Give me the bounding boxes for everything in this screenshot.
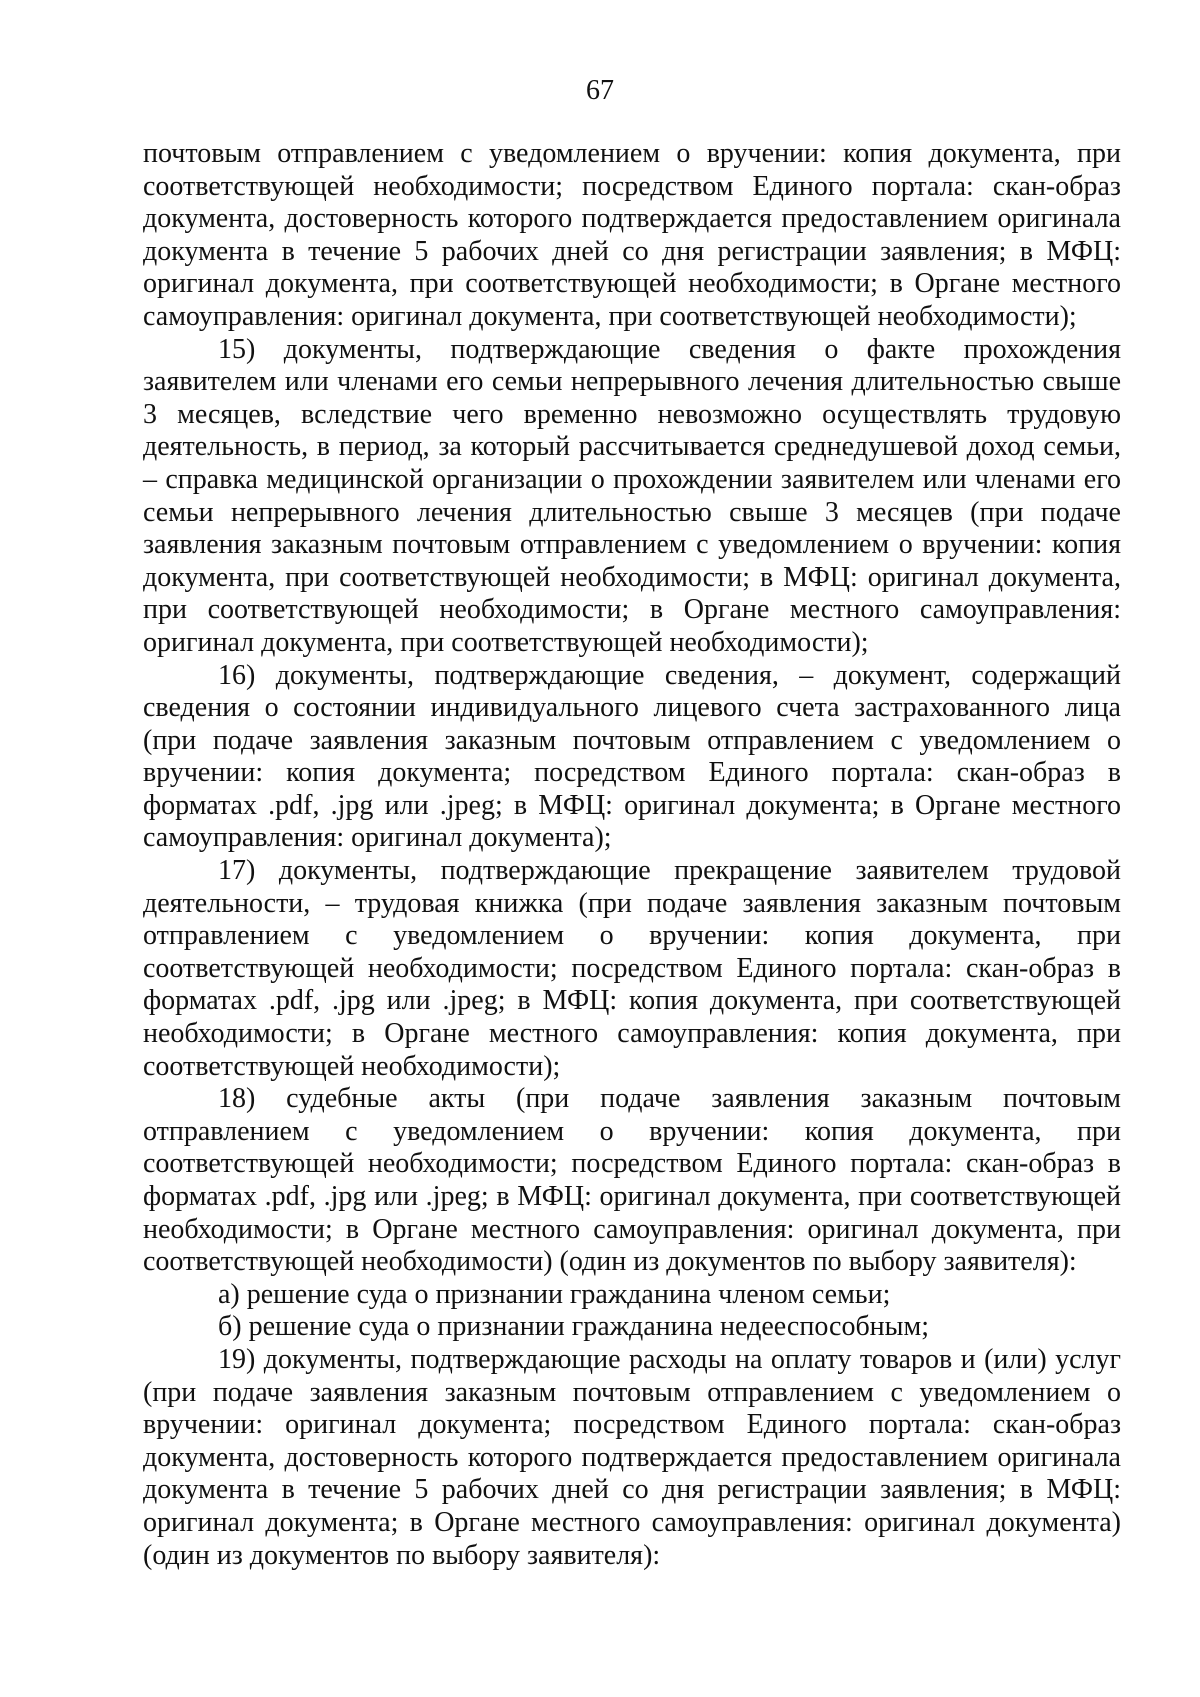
paragraph-continuation: почтовым отправлением с уведомлением о вручении: копия документа, при соответствующей необходимости; посредством Единого портала: скан-образ документа, достоверность которого подтверждается предоставлением оригинала документа в течение 5 рабочих дней со дня регистрации заявления; в МФЦ: оригинал документа, при соответствующей необходимости; в Органе местного самоуправления: оригинал документа, при соответствующей необходимости); bbox=[143, 138, 1121, 332]
paragraph-item-18b: б) решение суда о признании гражданина недееспособным; bbox=[218, 1311, 929, 1343]
paragraph-item-15: 15) документы, подтверждающие сведения о факте прохождения заявителем или членами его семьи непрерывного лечения длительностью свыше 3 месяцев, вследствие чего временно невозможно осуществлять трудовую деятельность, в период, за который рассчитывается среднедушевой доход семьи, – справка медицинской организации о прохождении заявителем или членами его семьи непрерывного лечения длительностью свыше 3 месяцев (при подаче заявления заказным почтовым отправлением с уведомлением о вручении: копия документа, при соответствующей необходимости; в МФЦ: оригинал документа, при соответствующей необходимости; в Органе местного самоуправления: оригинал документа, при соответствующей необходимости); bbox=[143, 333, 1121, 658]
paragraph-item-19: 19) документы, подтверждающие расходы на оплату товаров и (или) услуг (при подаче заявления заказным почтовым отправлением с уведомлением о вручении: оригинал документа; посредством Единого портала: скан-образ документа, достоверность которого подтверждается предоставлением оригинала документа в течение 5 рабочих дней со дня регистрации заявления; в МФЦ: оригинал документа; в Органе местного самоуправления: оригинал документа) (один из документов по выбору заявителя): bbox=[143, 1343, 1121, 1571]
page-number: 67 bbox=[586, 75, 614, 106]
paragraph-item-18a: а) решение суда о признании гражданина членом семьи; bbox=[218, 1278, 891, 1310]
paragraph-item-16: 16) документы, подтверждающие сведения, – документ, содержащий сведения о состоянии индивидуального лицевого счета застрахованного лица (при подаче заявления заказным почтовым отправлением с уведомлением о вручении: копия документа; посредством Единого портала: скан-образ в форматах .pdf, .jpg или .jpeg; в МФЦ: оригинал документа; в Органе местного самоуправления: оригинал документа); bbox=[143, 659, 1121, 854]
document-body bbox=[143, 138, 1121, 1572]
paragraph-item-18: 18) судебные акты (при подаче заявления заказным почтовым отправлением с уведомлением о вручении: копия документа, при соответствующей необходимости; посредством Единого портала: скан-образ в форматах .pdf, .jpg или .jpeg; в МФЦ: оригинал документа, при соответствующей необходимости; в Органе местного самоуправления: оригинал документа, при соответствующей необходимости) (один из документов по выбору заявителя): bbox=[143, 1083, 1121, 1278]
paragraph-item-17: 17) документы, подтверждающие прекращение заявителем трудовой деятельности, – трудовая книжка (при подаче заявления заказным почтовым отправлением с уведомлением о вручении: копия документа, при соответствующей необходимости; посредством Единого портала: скан-образ в форматах .pdf, .jpg или .jpeg; в МФЦ: копия документа, при соответствующей необходимости; в Органе местного самоуправления: копия документа, при соответствующей необходимости); bbox=[143, 855, 1121, 1082]
